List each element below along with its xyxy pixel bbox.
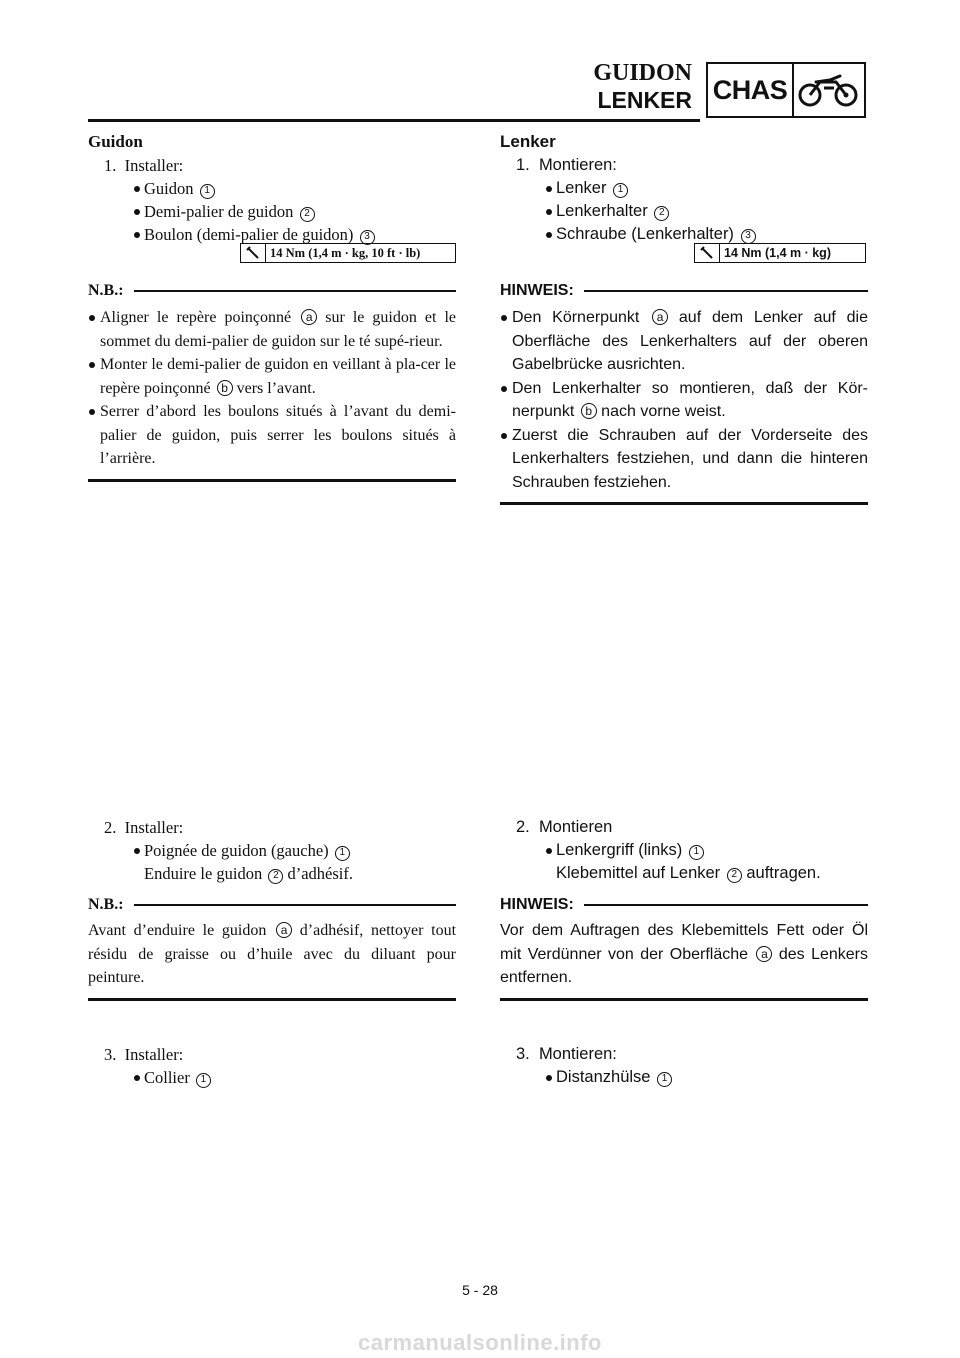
note-item: Aligner le repère poinçonné a sur le guidon et le sommet du demi-palier de guidon sur le té supé-rieur. [88, 306, 456, 353]
list-item: Boulon (demi-palier de guidon) 3 [88, 223, 458, 246]
note-bottom-rule [88, 998, 456, 1001]
note-item: Serrer d’abord les boulons situés à l’avant du demi-palier de guidon, puis serrer les boulons situés à l’arrière. [88, 400, 456, 471]
torque-spec-box [694, 243, 866, 263]
motorcycle-icon [794, 64, 864, 116]
list-item: Schraube (Lenkerhalter) 3 [500, 223, 870, 246]
wrench-icon [695, 244, 720, 262]
callout-marker: 1 [200, 184, 215, 199]
wrench-icon [241, 244, 266, 262]
callout-marker: 2 [654, 206, 669, 221]
note-label: N.B.: [88, 282, 124, 299]
list-item: Guidon 1 [88, 177, 458, 200]
list-item: Lenker 1 [500, 177, 870, 200]
watermark: carmanualsonline.info [358, 1330, 602, 1355]
section-code: CHAS [708, 64, 794, 116]
torque-value: 14 Nm (1,4 m · kg) [724, 246, 831, 260]
note-text: Avant d’enduire le guidon a d’adhésif, nettoyer tout résidu de graisse ou d’huile avec du diluant pour peinture. [88, 922, 457, 986]
list-item: Lenkergriff (links) 1 [500, 839, 870, 862]
callout-marker: 1 [657, 1072, 672, 1087]
list-item: Demi-palier de guidon 2 [88, 200, 458, 223]
note-text: Vor dem Auftragen des Klebemittels Fett oder Öl mit Verdünner von der Oberfläche a des Lenkers entfernen. [500, 922, 868, 986]
section-heading: Lenker [500, 132, 556, 151]
title-german: LENKER [597, 87, 692, 113]
callout-marker: a [756, 946, 772, 962]
page-number: 5 - 28 [462, 1282, 498, 1298]
note-item: Den Körnerpunkt a auf dem Lenker auf die Oberfläche des Lenkerhalters auf der oberen Gabelbrücke ausrichten. [500, 306, 868, 377]
note-box [500, 895, 868, 1001]
callout-marker: a [301, 309, 317, 325]
section-heading: Guidon [88, 132, 143, 151]
list-item-continuation: Enduire le guidon 2 d’adhésif. [144, 864, 354, 883]
list-item: Collier 1 [88, 1066, 458, 1089]
list-item: Poignée de guidon (gauche) 1 [88, 839, 458, 862]
callout-marker: 2 [268, 869, 283, 884]
note-item: Monter le demi-palier de guidon en veillant à pla-cer le repère poinçonné b vers l’avant. [88, 353, 456, 400]
german-step-3: 3. Montieren: Distanzhülse 1 [500, 1043, 870, 1089]
note-bottom-rule [88, 479, 456, 482]
callout-marker: 1 [613, 183, 628, 198]
step-1: 1. Installer: [104, 156, 184, 175]
callout-marker: 3 [360, 230, 375, 245]
note-item: Den Lenkerhalter so montieren, daß der Kör-nerpunkt b nach vorne weist. [500, 377, 868, 424]
callout-marker: a [652, 309, 668, 325]
german-column [500, 130, 870, 246]
callout-marker: b [217, 380, 233, 396]
title-french: GUIDON [593, 60, 692, 86]
german-step-2: 2. Montieren Lenkergriff (links) 1 Klebemittel auf Lenker 2 auftragen. [500, 816, 870, 885]
note-box [88, 281, 456, 482]
list-item-continuation: Klebemittel auf Lenker 2 auftragen. [556, 864, 821, 882]
note-label: N.B.: [88, 896, 124, 913]
callout-marker: b [581, 403, 597, 419]
callout-marker: 1 [196, 1073, 211, 1088]
torque-spec-box [240, 243, 456, 263]
french-column [88, 130, 458, 246]
french-step-3: 3. Installer: Collier 1 [88, 1043, 458, 1089]
list-item: Distanzhülse 1 [500, 1066, 870, 1089]
callout-marker: 2 [727, 868, 742, 883]
list-item: Lenkerhalter 2 [500, 200, 870, 223]
french-step-2: 2. Installer: Poignée de guidon (gauche) 1 Enduire le guidon 2 d’adhésif. [88, 816, 458, 885]
note-label: HINWEIS: [500, 282, 574, 299]
callout-marker: a [276, 922, 292, 938]
callout-marker: 1 [689, 845, 704, 860]
callout-marker: 2 [300, 207, 315, 222]
header-rule [88, 119, 700, 122]
callout-marker: 1 [335, 846, 350, 861]
note-box [88, 895, 456, 1001]
section-badge [706, 62, 866, 118]
step-1: 1. Montieren: [516, 156, 617, 174]
callout-marker: 3 [741, 229, 756, 244]
note-box [500, 281, 868, 505]
note-item: Zuerst die Schrauben auf der Vorderseite des Lenkerhalters festziehen, und dann die hinteren Schrauben festziehen. [500, 424, 868, 495]
note-bottom-rule [500, 998, 868, 1001]
note-label: HINWEIS: [500, 896, 574, 913]
torque-value: 14 Nm (1,4 m · kg, 10 ft · lb) [270, 245, 421, 260]
note-bottom-rule [500, 502, 868, 505]
